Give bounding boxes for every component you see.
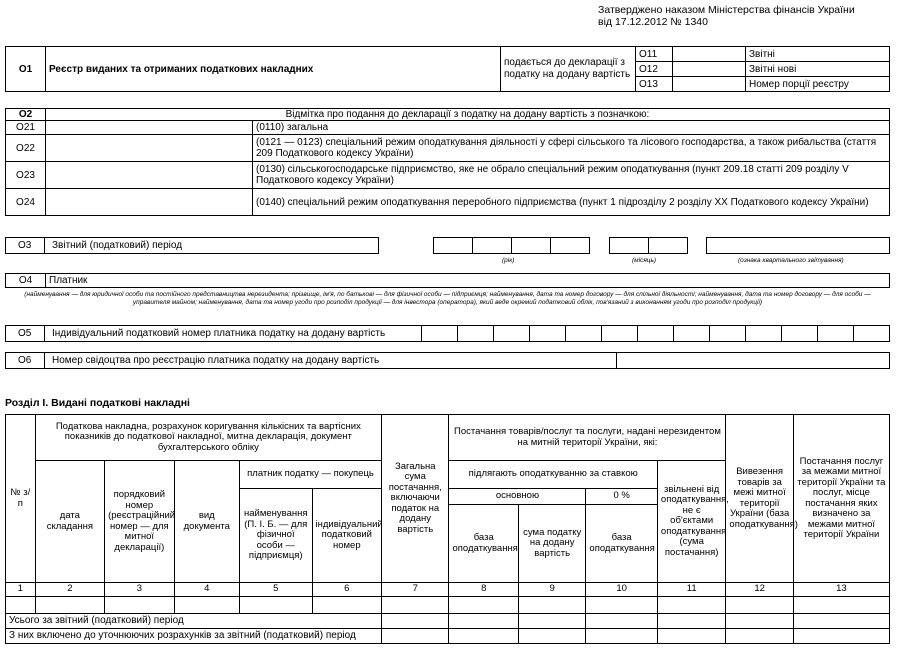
o2-code: О2 <box>6 109 46 121</box>
o4-code: О4 <box>6 274 46 288</box>
o3-quarter-caption: (ознака квартального звітування) <box>738 257 844 264</box>
approval-line2: від 17.12.2012 № 1340 <box>598 16 708 28</box>
o3-year-caption: (рік) <box>502 257 515 264</box>
o2-header: Відмітка про подання до декларації з податку на додану вартість з позначкою: <box>46 109 890 121</box>
col-num-1: 1 <box>6 583 36 597</box>
o1-code: О1 <box>6 47 46 92</box>
o1-note: подається до декларації з податку на додану вартість <box>501 47 636 92</box>
col-num-6: 6 <box>312 583 382 597</box>
hdr-kind: вид документа <box>174 461 239 583</box>
col-num-10: 10 <box>586 583 658 597</box>
o11-value[interactable] <box>673 47 746 62</box>
o23-code: О23 <box>6 162 46 189</box>
o5-row <box>5 325 890 342</box>
col-num-13: 13 <box>793 583 889 597</box>
o11-label: Звітні <box>746 47 890 62</box>
hdr-buyer-name: найменування (П. І. Б. — для фізичної особи — підприємця) <box>239 489 312 583</box>
o5-code: О5 <box>18 328 32 339</box>
hdr-num: № з/п <box>6 415 36 583</box>
col-num-11: 11 <box>657 583 726 597</box>
section1-title: Розділ І. Видані податкові накладні <box>5 397 190 409</box>
o3-year-box[interactable] <box>433 237 590 254</box>
o24-code: О24 <box>6 189 46 216</box>
total-row <box>6 614 890 629</box>
approval-line1: Затверджено наказом Міністерства фінансів України <box>598 4 855 16</box>
o6-code: О6 <box>18 355 32 366</box>
o3-month-caption: (місяць) <box>632 257 657 264</box>
o22-code: О22 <box>6 135 46 162</box>
o21-mark[interactable] <box>46 121 253 135</box>
hdr-taxable: підлягають оподаткуванню за ставкою <box>449 461 657 489</box>
o21-code: О21 <box>6 121 46 135</box>
o3-quarter-box[interactable] <box>706 237 890 254</box>
col-num-4: 4 <box>174 583 239 597</box>
section1-table <box>5 414 890 644</box>
hdr-buyer: платник податку — покупець <box>239 461 381 489</box>
o4-note: (найменування — для юридичної особи та постійного представництва нерезидента; прізвище, ім'я, по батькові — для фізичної особи — підприємця; найменування, дата та номер договору — для спільної діяльності; найменування, дата та номер договору — для особи — управителя майном; найменування, дата та номер угоди про розподіл продукції — для інвестора (оператора), який веде окремий податковий облік, пов'язаний з виконанням угоди про розподіл продукції) <box>24 291 871 306</box>
incl-row <box>6 629 890 644</box>
col-num-12: 12 <box>726 583 793 597</box>
o4-table <box>5 273 890 288</box>
o12-code: О12 <box>636 62 673 77</box>
hdr-supply-group: Постачання товарів/послуг та послуги, надані нерезидентом на митній території України, які: <box>449 415 726 461</box>
o13-value[interactable] <box>673 77 746 92</box>
o13-label: Номер порції реєстру <box>746 77 890 92</box>
o5-label: Індивідуальний податковий номер платника податку на додану вартість <box>52 328 386 339</box>
hdr-services: Постачання послуг за межами митної території України та послуг, місце постачання яких визначено за межами митної території України <box>793 415 889 583</box>
hdr-base1: база оподаткування <box>449 505 518 583</box>
o22-mark[interactable] <box>46 135 253 162</box>
o3-month-box[interactable] <box>609 237 688 254</box>
o6-label: Номер свідоцтва про реєстрацію платника податку на додану вартість <box>52 355 380 366</box>
o24-mark[interactable] <box>46 189 253 216</box>
o3-row <box>5 237 379 254</box>
o1-title: Реєстр виданих та отриманих податкових накладних <box>46 47 501 92</box>
col-num-2: 2 <box>35 583 104 597</box>
incl-row-label: З них включено до уточнюючих розрахунків за звітний (податковий) період <box>6 629 382 644</box>
o23-mark[interactable] <box>46 162 253 189</box>
o23-text: (0130) сільськогосподарське підприємство, яке не обрало спеціальний режим оподаткування (пункт 209.18 статті 209 розділу V Податкового кодексу України) <box>253 162 890 189</box>
o12-label: Звітні нові <box>746 62 890 77</box>
table-row <box>6 597 890 614</box>
hdr-zero: 0 % <box>586 489 658 505</box>
o11-code: О11 <box>636 47 673 62</box>
col-num-9: 9 <box>518 583 585 597</box>
hdr-doc-group: Податкова накладна, розрахунок коригування кількісних та вартісних показників до податкової накладної, митна декларація, документ бухгалтерського обліку <box>35 415 381 461</box>
hdr-exempt: звільнені від оподаткування, не є об'єктами оподаткування (сума постачання) <box>657 461 726 583</box>
hdr-total: Загальна сума постачання, включаючи податок на додану вартість <box>382 415 449 583</box>
col-num-8: 8 <box>449 583 518 597</box>
hdr-base0: база оподаткування <box>586 505 658 583</box>
hdr-buyer-ipn: індивідуальний податковий номер <box>312 489 382 583</box>
col-num-3: 3 <box>105 583 174 597</box>
o13-code: О13 <box>636 77 673 92</box>
o12-value[interactable] <box>673 62 746 77</box>
o3-label: Звітний (податковий) період <box>52 240 183 251</box>
o4-label[interactable]: Платник <box>46 274 890 288</box>
hdr-basic: основною <box>449 489 586 505</box>
hdr-date: дата складання <box>35 461 104 583</box>
o1-table <box>5 46 890 92</box>
col-num-5: 5 <box>239 583 312 597</box>
o21-text: (0110) загальна <box>253 121 890 135</box>
hdr-tax: сума податку на додану вартість <box>518 505 585 583</box>
o3-code: О3 <box>18 240 32 251</box>
o2-table <box>5 108 890 216</box>
hdr-export: Вивезення товарів за межі митної території України (база оподаткування) <box>726 415 793 583</box>
o22-text: (0121 — 0123) спеціальний режим оподаткування діяльності у сфері сільського та лісового господарства, а також рибальства (стаття 209 Податкового кодексу України) <box>253 135 890 162</box>
total-row-label: Усього за звітний (податковий) період <box>6 614 382 629</box>
col-number-row <box>6 583 890 597</box>
col-num-7: 7 <box>382 583 449 597</box>
o24-text: (0140) спеціальний режим оподаткування переробного підприємства (пункт 1 підрозділу 2 розділу ХХ Податкового кодексу України) <box>253 189 890 216</box>
o6-row <box>5 352 890 369</box>
hdr-seq: порядковий номер (реєстраційний номер — для митної декларації) <box>105 461 174 583</box>
